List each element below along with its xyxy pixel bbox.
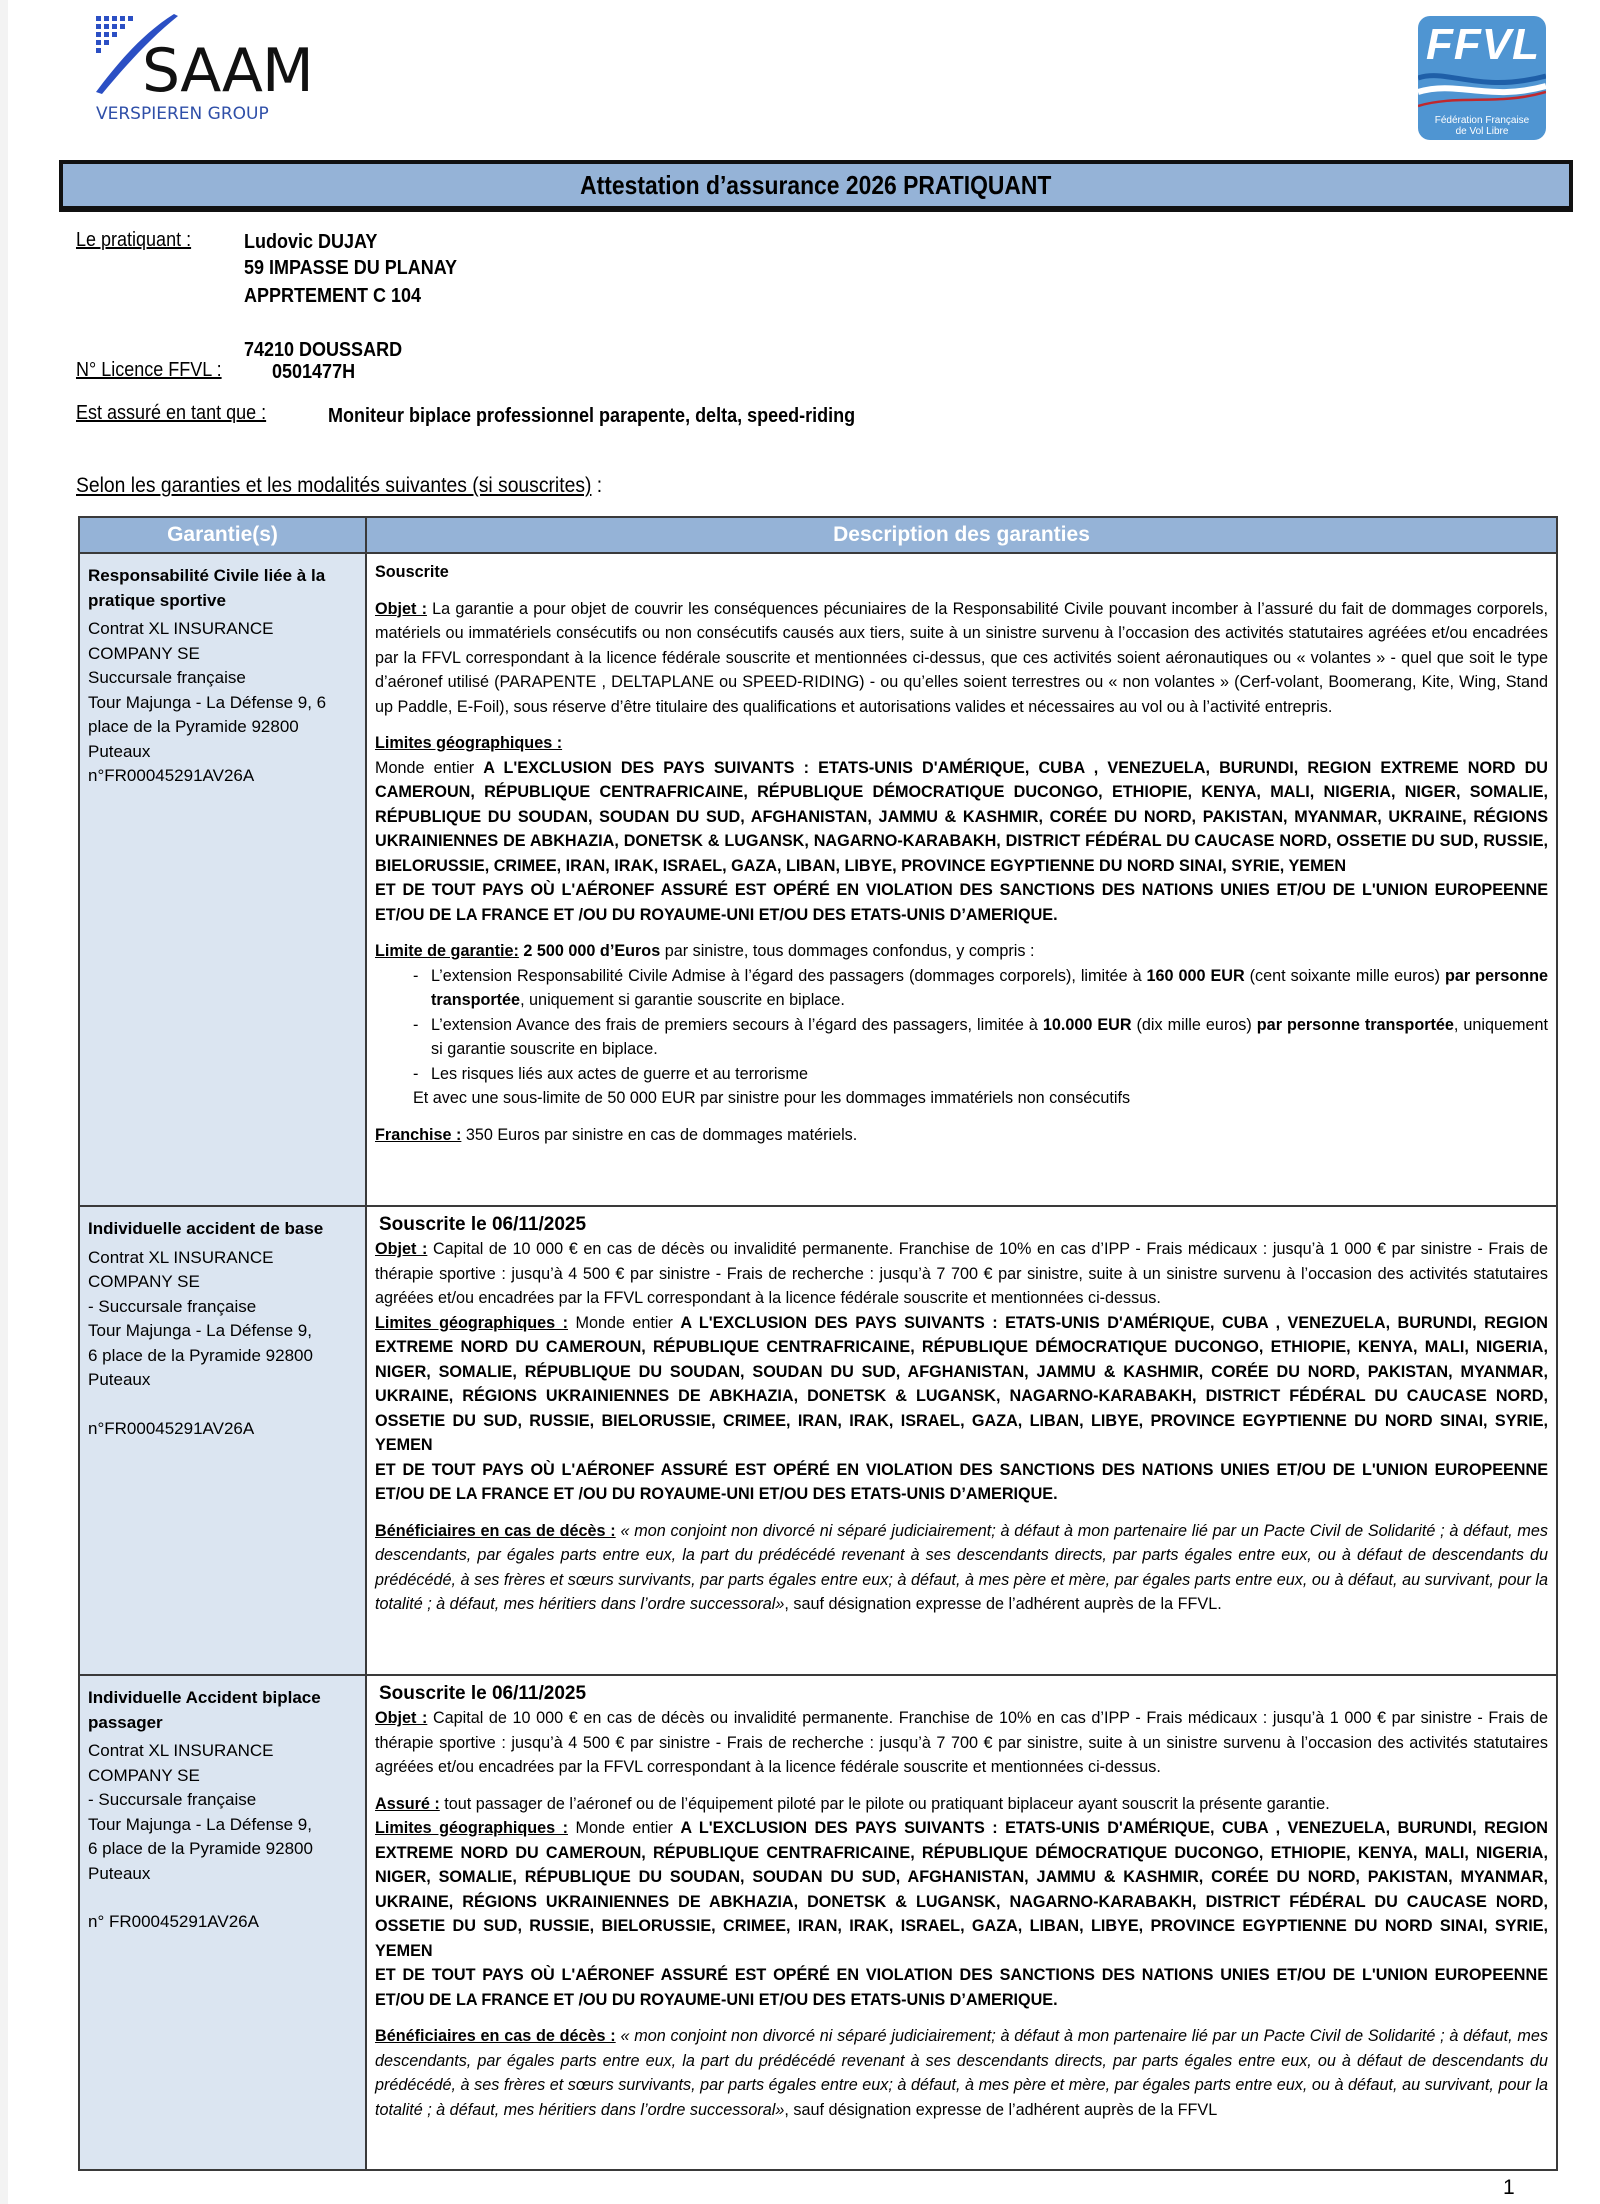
- ffvl-subtitle-line1: Fédération Française: [1434, 115, 1530, 126]
- limit-paragraph: [375, 939, 1548, 964]
- table-row: [79, 1675, 1557, 2170]
- bullet-text: (dix mille euros): [1131, 1015, 1257, 1034]
- licence-label: N° Licence FFVL :: [76, 359, 222, 381]
- guarantee-cell: [79, 1675, 366, 2170]
- guarantee-cell: [79, 553, 366, 1206]
- objet-label: Objet :: [375, 1240, 428, 1258]
- list-item: [413, 1062, 1548, 1087]
- insurer-line: Contrat XL INSURANCE: [88, 619, 274, 638]
- header-guarantee: Garantie(s): [79, 517, 366, 553]
- contract-number: n°FR00045291AV26A: [88, 1418, 255, 1438]
- intro-text: [76, 474, 602, 498]
- bullet-amount: 10.000 EUR: [1042, 1015, 1132, 1034]
- guarantee-name: Individuelle Accident biplace passager: [88, 1688, 321, 1732]
- list-item: [413, 964, 1548, 1013]
- insurer-line: 6 place de la Pyramide 92800: [88, 1839, 313, 1858]
- page-number: 1: [1503, 2176, 1515, 2199]
- bullet-emphasis: par personne transportée: [1256, 1015, 1454, 1034]
- geo-label: Limites géographiques :: [375, 1313, 568, 1332]
- status: Souscrite le 06/11/2025: [379, 1683, 587, 1704]
- contract-number: n°FR00045291AV26A: [88, 766, 255, 785]
- insurer-line: Tour Majunga - La Défense 9,: [88, 1814, 312, 1834]
- insurer-line: Puteaux: [88, 1370, 151, 1389]
- limit-amount: 2 500 000 d’Euros: [518, 942, 661, 960]
- saam-logo: [92, 14, 352, 129]
- insurer-line: COMPANY SE: [88, 1272, 200, 1291]
- insurer-line: 6 place de la Pyramide 92800: [88, 1345, 313, 1365]
- limit-bullets: [375, 964, 1548, 1087]
- bullet-amount: 160 000 EUR: [1146, 966, 1245, 985]
- franchise-paragraph: [375, 1123, 1548, 1148]
- licence-number: 0501477H: [272, 361, 356, 383]
- beneficiaries-label: Bénéficiaires en cas de décès :: [375, 1521, 616, 1540]
- holder-label: Le pratiquant :: [76, 229, 192, 251]
- geo-label: Limites géographiques :: [375, 1819, 568, 1837]
- objet-paragraph: [375, 597, 1548, 720]
- intro-underlined: Selon les garanties et les modalités suivantes (si souscrites): [76, 474, 592, 497]
- bullet-text: Les risques liés aux actes de guerre et au terrorisme: [431, 1064, 808, 1083]
- objet-paragraph: [375, 1706, 1548, 1780]
- beneficiaries-paragraph: [375, 2024, 1548, 2122]
- description-cell: [366, 1206, 1557, 1675]
- geo-prefix: Monde entier: [568, 1313, 681, 1332]
- document-title: Attestation d’assurance 2026 PRATIQUANT: [580, 169, 1052, 200]
- description-cell: [366, 1675, 1557, 2170]
- objet-text: Capital de 10 000 € en cas de décès ou invalidité permanente. Franchise de 10% en cas d’IPP - Frais médicaux : jusqu’à 1 000 € par sinistre - Frais de thérapie sportive : jusqu’à 4 500 € par sinistre - Frais de recherche : jusqu’à 7 700 € par sinistre, suite à un sinistre survenu à l’occasion des activités statutaires agréées et/ou encadrées par la FFVL correspondant à la licence fédérale souscrite et mentionnées ci-dessus.: [375, 1240, 1548, 1307]
- guarantees-table: [78, 516, 1558, 2171]
- insured-as-value: Moniteur biplace professionnel parapente, delta, speed-riding: [328, 405, 856, 427]
- bullet-text: , uniquement si garantie souscrite en biplace.: [431, 1015, 1549, 1058]
- holder-name: Ludovic DUJAY: [244, 231, 378, 253]
- geo-paragraph: [375, 756, 1548, 879]
- saam-wordmark: SAAM: [142, 36, 313, 106]
- header-description: Description des garanties: [366, 517, 1557, 553]
- beneficiaries-paragraph: [375, 1519, 1548, 1617]
- bullet-emphasis: par personne transportée: [431, 966, 1548, 1009]
- holder-address-line1: 59 IMPASSE DU PLANAY: [244, 257, 458, 279]
- guarantee-cell: [79, 1206, 366, 1675]
- objet-label: Objet :: [375, 599, 427, 618]
- table-row: [79, 553, 1557, 1206]
- insurer-line: Puteaux: [88, 1863, 151, 1883]
- geo-sanctions: ET DE TOUT PAYS OÙ L'AÉRONEF ASSURÉ EST OPÉRÉ EN VIOLATION DES SANCTIONS DES NATIONS UNIES ET/OU DE L'UNION EUROPEENNE ET/OU DE LA FRANCE ET /OU DU ROYAUME-UNI ET/OU DES ETATS-UNIS D’AMERIQUE.: [375, 1966, 1548, 2009]
- geo-exclusion: A L'EXCLUSION DES PAYS SUIVANTS : ETATS-UNIS D'AMÉRIQUE, CUBA , VENEZUELA, BURUNDI, REGION EXTREME NORD DU CAMEROUN, RÉPUBLIQUE CENTRAFRICAINE, RÉPUBLIQUE DÉMOCRATIQUE DUCONGO, ETHIOPIE, KENYA, MALI, NIGERIA, NIGER, SOMALIE, RÉPUBLIQUE DU SOUDAN, SOUDAN DU SUD, AFGHANISTAN, JAMMU & KASHMIR, CORÉE DU NORD, PAKISTAN, MYANMAR, UKRAINE, RÉGIONS UKRAINIENNES DE ABKHAZIA, DONETSK & LUGANSK, NAGARNO-KARABAKH, DISTRICT FÉDÉRAL DU CAUCASE NORD, OSSETIE DU SUD, RUSSIE, BIELORUSSIE, CRIMEE, IRAN, IRAK, ISRAEL, GAZA, LIBAN, LIBYE, PROVINCE EGYPTIENNE DU NORD SINAI, SYRIE, YEMEN: [375, 758, 1549, 875]
- table-header-row: [79, 517, 1557, 553]
- status: Souscrite: [375, 563, 449, 581]
- assure-paragraph: [375, 1792, 1548, 1817]
- objet-text: Capital de 10 000 € en cas de décès ou invalidité permanente. Franchise de 10% en cas d’IPP - Frais médicaux : jusqu’à 1 000 € par sinistre - Frais de thérapie sportive : jusqu’à 4 500 € par sinistre - Frais de recherche : jusqu’à 7 700 € par sinistre, suite à un sinistre survenu à l’occasion des activités statutaires agréées et/ou encadrées par la FFVL correspondant à la licence fédérale souscrite et mentionnées ci-dessus.: [375, 1709, 1548, 1776]
- bullet-text: L’extension Avance des frais de premiers secours à l’égard des passagers, limitée à: [431, 1015, 1043, 1034]
- insurer-line: COMPANY SE: [88, 643, 200, 663]
- description-cell: [366, 553, 1557, 1206]
- geo-prefix: Monde entier: [375, 758, 484, 777]
- insurer-line: Puteaux: [88, 741, 151, 761]
- status: Souscrite le 06/11/2025: [379, 1214, 587, 1235]
- franchise-label: Franchise :: [375, 1125, 462, 1144]
- list-item: [413, 1013, 1548, 1062]
- beneficiaries-suffix: , sauf désignation expresse de l’adhérent auprès de la FFVL: [784, 2100, 1218, 2119]
- insurer-line: COMPANY SE: [88, 1765, 200, 1785]
- objet-text: La garantie a pour objet de couvrir les conséquences pécuniaires de la Responsabilité Civile pouvant incomber à l’assuré du fait de dommages corporels, matériels ou immatériels consécutifs ou non consécutifs causés aux tiers, suite à un sinistre survenu à l’occasion des activités statutaires agréées et/ou encadrées par la FFVL correspondant à la licence fédérale souscrite et mentionnées ci-dessus, que ces activités soient aéronautiques ou « volantes » - quel que soit le type d’aéronef utilisé (PARAPENTE , DELTAPLANE ou SPEED-RIDING) - ou qu’elles soient terrestres ou « non volantes » (Cerf-volant, Boomerang, Kite, Wing, Stand up Paddle, E-Foil), sous réserve d’être titulaire des qualifications et autorisations valides et nécessaires au vol ou à l’activité entrepris.: [375, 599, 1548, 716]
- holder-city: 74210 DOUSSARD: [244, 339, 403, 361]
- limit-suffix: par sinistre, tous dommages confondus, y compris :: [660, 942, 1035, 960]
- guarantee-name: Responsabilité Civile liée à la pratique sportive: [88, 566, 326, 610]
- ffvl-subtitle-line2: de Vol Libre: [1455, 126, 1509, 137]
- insurer-line: Contrat XL INSURANCE: [88, 1247, 274, 1267]
- insured-as-label: Est assuré en tant que :: [76, 402, 267, 424]
- insurer-line: Succursale française: [88, 668, 246, 687]
- insurer-line: - Succursale française: [88, 1790, 257, 1809]
- geo-paragraph: [375, 1816, 1548, 1963]
- geo-prefix: Monde entier: [568, 1819, 681, 1837]
- sublimit: Et avec une sous-limite de 50 000 EUR par sinistre pour les dommages immatériels non consécutifs: [413, 1089, 1131, 1107]
- bullet-text: , uniquement si garantie souscrite en biplace.: [520, 991, 845, 1009]
- geo-exclusion: A L'EXCLUSION DES PAYS SUIVANTS : ETATS-UNIS D'AMÉRIQUE, CUBA , VENEZUELA, BURUNDI, REGION EXTREME NORD DU CAMEROUN, RÉPUBLIQUE CENTRAFRICAINE, RÉPUBLIQUE DÉMOCRATIQUE DUCONGO, ETHIOPIE, KENYA, MALI, NIGERIA, NIGER, SOMALIE, RÉPUBLIQUE DU SOUDAN, SOUDAN DU SUD, AFGHANISTAN, JAMMU & KASHMIR, CORÉE DU NORD, PAKISTAN, MYANMAR, UKRAINE, RÉGIONS UKRAINIENNES DE ABKHAZIA, DONETSK & LUGANSK, NAGARNO-KARABAKH, DISTRICT FÉDÉRAL DU CAUCASE NORD, OSSETIE DU SUD, RUSSIE, BIELORUSSIE, CRIMEE, IRAN, IRAK, ISRAEL, GAZA, LIBAN, LIBYE, PROVINCE EGYPTIENNE DU NORD SINAI, SYRIE, YEMEN: [375, 1313, 1548, 1454]
- insurer-line: - Succursale française: [88, 1296, 257, 1316]
- bullet-text: L’extension Responsabilité Civile Admise à l’égard des passagers (dommages corporels), limitée à: [431, 966, 1147, 985]
- bullet-text: (cent soixante mille euros): [1244, 966, 1445, 985]
- beneficiaries-text: « mon conjoint non divorcé ni séparé judiciairement; à défaut à mon partenaire lié par un Pacte Civil de Solidarité ; à défaut, mes descendants, par égales parts entre eux, la part du prédécédé revenant à ses descendants directs, par parts égales entre eux, ou à défaut de descendants du prédécédé, à ses frères et sœurs survivants, par parts égales entre eux; à défaut, à mes père et mère, par égales parts entre eux, ou à défaut, au survivant, pour la totalité ; à défaut, mes héritiers dans l’ordre successoral»: [375, 1521, 1549, 1613]
- intro-suffix: :: [591, 474, 603, 497]
- insurer-line: Tour Majunga - La Défense 9, 6: [88, 692, 327, 712]
- beneficiaries-label: Bénéficiaires en cas de décès :: [375, 2027, 616, 2045]
- title-bar: [59, 160, 1573, 212]
- holder-address-line2: APPRTEMENT C 104: [244, 285, 422, 307]
- assure-label: Assuré :: [375, 1794, 440, 1813]
- insurer-line: Contrat XL INSURANCE: [88, 1741, 274, 1760]
- assure-text: tout passager de l’aéronef ou de l’équipement piloté par le pilote ou pratiquant biplaceur ayant souscrit la présente garantie.: [439, 1794, 1330, 1813]
- page-edge: [0, 0, 8, 2204]
- franchise-text: 350 Euros par sinistre en cas de dommages matériels.: [461, 1125, 858, 1144]
- beneficiaries-text: « mon conjoint non divorcé ni séparé judiciairement; à défaut à mon partenaire lié par un Pacte Civil de Solidarité ; à défaut, mes descendants, par égales parts entre eux, la part du prédécédé revenant à ses descendants directs, par parts égales entre eux, ou à défaut de descendants du prédécédé, à ses frères et sœurs survivants, par parts égales entre eux; à défaut, à mes père et mère, par égales parts entre eux, ou à défaut, au survivant, pour la totalité ; à défaut, mes héritiers dans l’ordre successoral»: [375, 2027, 1549, 2119]
- geo-label: Limites géographiques :: [375, 734, 563, 752]
- table-row: [79, 1206, 1557, 1675]
- geo-paragraph: [375, 1311, 1548, 1458]
- insurer-line: place de la Pyramide 92800: [88, 717, 299, 736]
- ffvl-wordmark: FFVL: [1426, 20, 1540, 69]
- geo-exclusion: A L'EXCLUSION DES PAYS SUIVANTS : ETATS-UNIS D'AMÉRIQUE, CUBA , VENEZUELA, BURUNDI, REGION EXTREME NORD DU CAMEROUN, RÉPUBLIQUE CENTRAFRICAINE, RÉPUBLIQUE DÉMOCRATIQUE DUCONGO, ETHIOPIE, KENYA, MALI, NIGERIA, NIGER, SOMALIE, RÉPUBLIQUE DU SOUDAN, SOUDAN DU SUD, AFGHANISTAN, JAMMU & KASHMIR, CORÉE DU NORD, PAKISTAN, MYANMAR, UKRAINE, RÉGIONS UKRAINIENNES DE ABKHAZIA, DONETSK & LUGANSK, NAGARNO-KARABAKH, DISTRICT FÉDÉRAL DU CAUCASE NORD, OSSETIE DU SUD, RUSSIE, BIELORUSSIE, CRIMEE, IRAN, IRAK, ISRAEL, GAZA, LIBAN, LIBYE, PROVINCE EGYPTIENNE DU NORD SINAI, SYRIE, YEMEN: [375, 1819, 1548, 1960]
- geo-sanctions: ET DE TOUT PAYS OÙ L'AÉRONEF ASSURÉ EST OPÉRÉ EN VIOLATION DES SANCTIONS DES NATIONS UNIES ET/OU DE L'UNION EUROPEENNE ET/OU DE LA FRANCE ET /OU DU ROYAUME-UNI ET/OU DES ETATS-UNIS D’AMERIQUE.: [375, 881, 1548, 924]
- ffvl-logo: [1418, 16, 1546, 140]
- guarantee-name: Individuelle accident de base: [88, 1219, 324, 1238]
- objet-paragraph: [375, 1237, 1548, 1311]
- insurer-line: Tour Majunga - La Défense 9,: [88, 1321, 312, 1340]
- saam-subtitle: VERSPIEREN GROUP: [96, 104, 269, 124]
- limit-label: Limite de garantie:: [375, 942, 519, 960]
- ffvl-waves-icon: [1418, 66, 1546, 116]
- beneficiaries-suffix: , sauf désignation expresse de l’adhérent auprès de la FFVL.: [784, 1595, 1222, 1613]
- geo-sanctions: ET DE TOUT PAYS OÙ L'AÉRONEF ASSURÉ EST OPÉRÉ EN VIOLATION DES SANCTIONS DES NATIONS UNIES ET/OU DE L'UNION EUROPEENNE ET/OU DE LA FRANCE ET /OU DU ROYAUME-UNI ET/OU DES ETATS-UNIS D’AMERIQUE.: [375, 1460, 1548, 1503]
- contract-number: n° FR00045291AV26A: [88, 1912, 259, 1931]
- objet-label: Objet :: [375, 1709, 428, 1727]
